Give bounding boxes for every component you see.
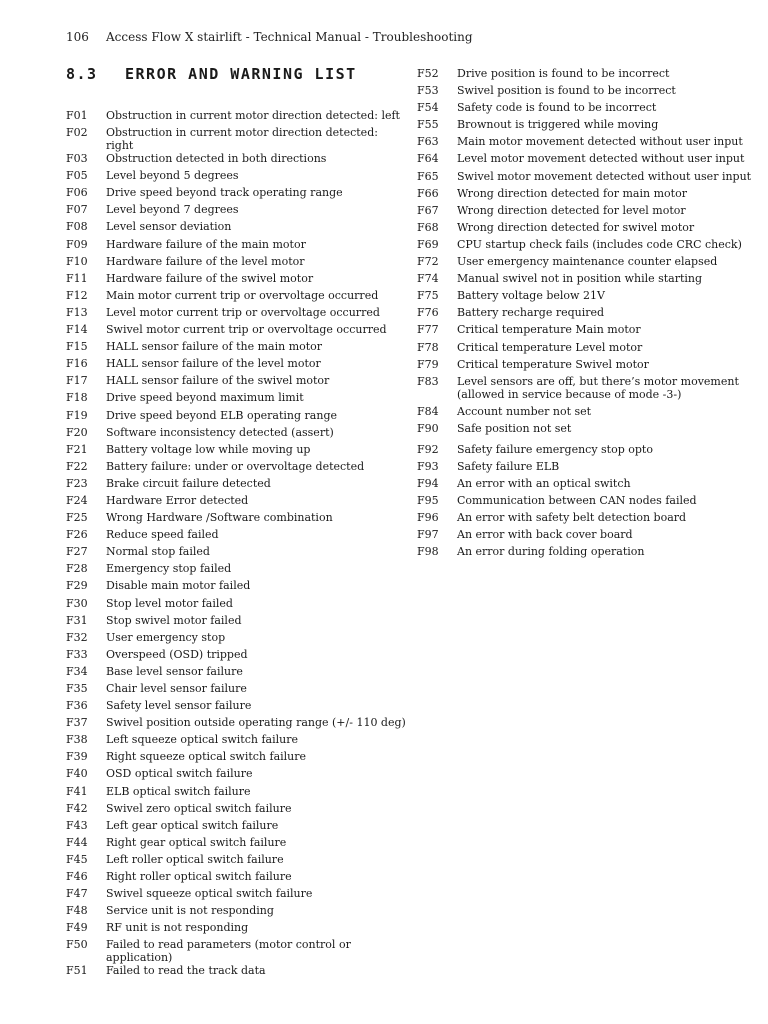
error-code-row: [417, 341, 757, 358]
error-description: Swivel position outside operating range (+/- 110 deg): [106, 716, 406, 730]
error-code: F15: [66, 340, 88, 354]
error-description: Wrong direction detected for swivel motor: [457, 220, 695, 234]
error-code: F12: [66, 288, 88, 302]
error-code-row: [66, 306, 406, 323]
error-code: F97: [417, 528, 439, 542]
error-description: Level beyond 7 degrees: [106, 203, 239, 217]
error-code: F02: [66, 126, 88, 140]
error-code: F40: [66, 767, 88, 781]
error-description: Swivel motor movement detected without user input: [457, 169, 752, 183]
error-code: F22: [66, 459, 88, 473]
error-code: F33: [66, 647, 88, 661]
error-description: Wrong Hardware /Software combination: [106, 511, 333, 525]
error-code: F48: [66, 904, 88, 918]
error-description: Swivel position is found to be incorrect: [457, 84, 676, 98]
error-code: F32: [66, 630, 88, 644]
error-description: Level beyond 5 degrees: [106, 169, 239, 183]
error-description: Safety level sensor failure: [106, 699, 252, 713]
error-description: OSD optical switch failure: [106, 767, 253, 781]
error-description: Base level sensor failure: [106, 664, 243, 678]
error-code-row: [66, 169, 406, 186]
error-code-row: [66, 126, 406, 152]
error-code-row: [417, 422, 757, 439]
error-code: F11: [66, 271, 88, 285]
error-description: Failed to read the track data: [106, 964, 266, 978]
error-description: Safety failure ELB: [457, 459, 560, 473]
error-code: F49: [66, 921, 88, 935]
error-code-row: [66, 904, 406, 921]
error-description: Reduce speed failed: [106, 528, 219, 542]
error-code-row: [66, 785, 406, 802]
error-code-row: [66, 323, 406, 340]
error-code: F55: [417, 118, 439, 132]
error-code-row: [66, 921, 406, 938]
error-code-row: [66, 614, 406, 631]
error-description: Critical temperature Swivel motor: [457, 357, 649, 371]
error-code-row: [66, 443, 406, 460]
error-code: F67: [417, 203, 439, 217]
error-code: F84: [417, 404, 439, 418]
error-code-row: [417, 375, 757, 405]
error-description: Failed to read parameters (motor control or application): [106, 938, 351, 965]
error-code: F17: [66, 374, 88, 388]
error-code: F63: [417, 135, 439, 149]
error-code-row: [66, 597, 406, 614]
error-description: An error during folding operation: [457, 545, 645, 559]
error-code: F19: [66, 408, 88, 422]
error-code-row: [66, 255, 406, 272]
error-description: Stop level motor failed: [106, 596, 233, 610]
error-code-row: [417, 84, 757, 101]
error-code: F21: [66, 442, 88, 456]
error-code-row: [66, 494, 406, 511]
error-code-row: [66, 391, 406, 408]
error-code-row: [66, 887, 406, 904]
error-code: F27: [66, 545, 88, 559]
error-code-row: [66, 357, 406, 374]
error-code-row: [66, 562, 406, 579]
error-description: Normal stop failed: [106, 545, 210, 559]
error-code: F06: [66, 186, 88, 200]
error-code-row: [66, 648, 406, 665]
error-code: F43: [66, 818, 88, 832]
error-code: F51: [66, 964, 88, 978]
error-code-row: [66, 716, 406, 733]
error-description: Right gear optical switch failure: [106, 835, 287, 849]
error-code: F47: [66, 887, 88, 901]
error-code: F31: [66, 613, 88, 627]
error-code: F44: [66, 835, 88, 849]
error-code-row: [66, 203, 406, 220]
error-code-row: [417, 135, 757, 152]
error-code-row: [417, 323, 757, 340]
error-description: Software inconsistency detected (assert): [106, 425, 334, 439]
error-code: F79: [417, 357, 439, 371]
error-description: Main motor movement detected without user input: [457, 135, 743, 149]
error-description: Battery voltage below 21V: [457, 289, 605, 303]
error-description: Wrong direction detected for level motor: [457, 203, 686, 217]
error-code: F13: [66, 305, 88, 319]
error-code: F72: [417, 255, 439, 269]
error-code-row: [66, 272, 406, 289]
error-code-row: [417, 152, 757, 169]
error-code-row: [417, 289, 757, 306]
error-code: F23: [66, 476, 88, 490]
error-code-row: [66, 109, 406, 126]
error-code: F96: [417, 511, 439, 525]
error-description: Obstruction in current motor direction detected: left: [106, 109, 400, 122]
error-code: F93: [417, 459, 439, 473]
error-code-row: [66, 289, 406, 306]
error-code-row: [66, 374, 406, 391]
error-description: Drive speed beyond maximum limit: [106, 391, 304, 405]
error-code-row: [66, 511, 406, 528]
error-code: F94: [417, 477, 439, 491]
error-code-row: [417, 170, 757, 187]
error-description: Emergency stop failed: [106, 562, 232, 576]
error-code-row: [417, 494, 757, 511]
error-code-row: [66, 477, 406, 494]
error-code: F36: [66, 699, 88, 713]
error-code: F25: [66, 511, 88, 525]
error-code: F14: [66, 323, 88, 337]
error-code-row: [66, 750, 406, 767]
error-code: F69: [417, 237, 439, 251]
error-description: Safety failure emergency stop opto: [457, 442, 653, 456]
error-code: F92: [417, 442, 439, 456]
error-description: Battery voltage low while moving up: [106, 442, 311, 456]
error-code-row: [66, 938, 406, 964]
error-code-row: [417, 477, 757, 494]
error-code-row: [66, 733, 406, 750]
error-code: F65: [417, 169, 439, 183]
error-code-row: [66, 819, 406, 836]
error-code: F54: [417, 101, 439, 115]
error-code-row: [417, 204, 757, 221]
error-code: F90: [417, 421, 439, 435]
error-description: An error with back cover board: [457, 528, 633, 542]
error-description: Safe position not set: [457, 421, 572, 435]
error-code-row: [66, 545, 406, 562]
error-list-right-column: [417, 67, 757, 563]
error-description: Disable main motor failed: [106, 579, 251, 593]
error-code-row: [417, 405, 757, 422]
error-description: Brake circuit failure detected: [106, 476, 271, 490]
error-code: F30: [66, 596, 88, 610]
error-code: F66: [417, 186, 439, 200]
error-code: F68: [417, 220, 439, 234]
error-code: F28: [66, 562, 88, 576]
error-description: Obstruction detected in both directions: [106, 152, 327, 166]
error-description: Brownout is triggered while moving: [457, 118, 659, 132]
error-description: HALL sensor failure of the swivel motor: [106, 374, 330, 388]
error-description: Chair level sensor failure: [106, 682, 247, 695]
error-description: Stop swivel motor failed: [106, 613, 242, 627]
error-code-row: [66, 409, 406, 426]
error-code-row: [66, 186, 406, 203]
error-code-row: [417, 101, 757, 118]
error-description: HALL sensor failure of the main motor: [106, 340, 323, 354]
error-code: F16: [66, 357, 88, 371]
error-description: Hardware failure of the level motor: [106, 254, 305, 268]
error-code-row: [66, 220, 406, 237]
section-number: 8.3: [66, 65, 98, 83]
error-code: F50: [66, 938, 88, 952]
error-code: F08: [66, 220, 88, 234]
error-code: F29: [66, 579, 88, 593]
section-title: ERROR AND WARNING LIST: [125, 65, 357, 83]
error-code-row: [417, 545, 757, 562]
error-code-row: [417, 460, 757, 477]
error-code: F53: [417, 84, 439, 98]
error-code: F42: [66, 801, 88, 815]
error-code: F83: [417, 374, 439, 388]
error-description: HALL sensor failure of the level motor: [106, 357, 321, 371]
error-description: Manual swivel not in position while starting: [457, 272, 703, 286]
error-code-row: [417, 187, 757, 204]
error-code-row: [66, 699, 406, 716]
error-code: F64: [417, 152, 439, 166]
error-code: F98: [417, 545, 439, 559]
error-code-row: [66, 238, 406, 255]
error-code: F07: [66, 203, 88, 217]
error-description: RF unit is not responding: [106, 921, 249, 935]
error-description: Battery failure: under or overvoltage detected: [106, 459, 365, 473]
error-code: F20: [66, 425, 88, 439]
error-code-row: [66, 836, 406, 853]
error-code-row: [66, 853, 406, 870]
error-description: Communication between CAN nodes failed: [457, 494, 697, 508]
error-description: User emergency maintenance counter elapsed: [457, 255, 718, 269]
error-description: Safety code is found to be incorrect: [457, 101, 657, 115]
error-code: F41: [66, 784, 88, 798]
error-description: Drive speed beyond ELB operating range: [106, 408, 337, 422]
error-code-row: [66, 870, 406, 887]
error-code-row: [66, 964, 406, 981]
error-code: F05: [66, 169, 88, 183]
error-description: Hardware Error detected: [106, 493, 249, 507]
error-code-row: [417, 272, 757, 289]
error-code-row: [417, 511, 757, 528]
error-description: Wrong direction detected for main motor: [457, 186, 687, 200]
page-header: [66, 30, 473, 44]
error-description: Obstruction in current motor direction detected: right: [106, 126, 378, 153]
error-code: F45: [66, 852, 88, 866]
error-code: F03: [66, 152, 88, 166]
error-description: Swivel squeeze optical switch failure: [106, 887, 313, 901]
error-description: Service unit is not responding: [106, 904, 274, 918]
error-description: Drive position is found to be incorrect: [457, 67, 670, 80]
error-code: F95: [417, 494, 439, 508]
error-code-row: [66, 426, 406, 443]
error-description: ELB optical switch failure: [106, 784, 251, 798]
error-description: Left squeeze optical switch failure: [106, 733, 298, 747]
error-description: Right roller optical switch failure: [106, 870, 292, 884]
error-description: Swivel zero optical switch failure: [106, 801, 292, 815]
error-description: Level motor current trip or overvoltage occurred: [106, 305, 380, 319]
error-code: F37: [66, 716, 88, 730]
error-code-row: [417, 443, 757, 460]
error-code-row: [66, 152, 406, 169]
error-code: F24: [66, 493, 88, 507]
error-description: Swivel motor current trip or overvoltage occurred: [106, 323, 387, 337]
error-description: Critical temperature Main motor: [457, 323, 641, 337]
error-description: User emergency stop: [106, 630, 226, 644]
error-code: F78: [417, 340, 439, 354]
error-code: F35: [66, 682, 88, 695]
error-code-row: [417, 118, 757, 135]
error-code-row: [417, 358, 757, 375]
error-code-row: [66, 682, 406, 699]
error-code-row: [66, 340, 406, 357]
error-code-row: [66, 767, 406, 784]
error-code-row: [66, 579, 406, 596]
error-description: CPU startup check fails (includes code CRC check): [457, 237, 742, 251]
page-number: 106: [66, 30, 89, 44]
error-code-row: [417, 67, 757, 84]
error-code-row: [66, 802, 406, 819]
error-code-row: [417, 221, 757, 238]
error-list-left-column: [66, 109, 406, 982]
document-title: Access Flow X stairlift - Technical Manual - Troubleshooting: [106, 30, 473, 44]
error-description: Level sensors are off, but there’s motor movement (allowed in service because of mode -3-): [457, 374, 739, 401]
error-code-row: [417, 306, 757, 323]
error-description: An error with safety belt detection board: [457, 511, 687, 525]
error-code: F18: [66, 391, 88, 405]
error-code: F26: [66, 528, 88, 542]
error-description: Level sensor deviation: [106, 220, 232, 234]
error-code: F38: [66, 733, 88, 747]
error-description: An error with an optical switch: [457, 477, 631, 491]
error-code: F52: [417, 67, 439, 80]
error-description: Hardware failure of the swivel motor: [106, 271, 314, 285]
error-code-row: [417, 238, 757, 255]
error-description: Overspeed (OSD) tripped: [106, 647, 248, 661]
error-description: Right squeeze optical switch failure: [106, 750, 307, 764]
error-description: Main motor current trip or overvoltage occurred: [106, 288, 379, 302]
error-description: Left roller optical switch failure: [106, 852, 284, 866]
error-code-row: [417, 528, 757, 545]
error-code: F39: [66, 750, 88, 764]
error-code: F46: [66, 870, 88, 884]
error-code: F75: [417, 289, 439, 303]
error-description: Battery recharge required: [457, 306, 605, 320]
error-code-row: [66, 460, 406, 477]
error-code-row: [66, 665, 406, 682]
error-code: F34: [66, 664, 88, 678]
error-description: Level motor movement detected without user input: [457, 152, 745, 166]
error-code: F77: [417, 323, 439, 337]
error-description: Left gear optical switch failure: [106, 818, 279, 832]
error-code-row: [66, 631, 406, 648]
error-code: F09: [66, 237, 88, 251]
error-description: Hardware failure of the main motor: [106, 237, 306, 251]
error-code: F76: [417, 306, 439, 320]
error-description: Critical temperature Level motor: [457, 340, 643, 354]
error-description: Drive speed beyond track operating range: [106, 186, 343, 200]
error-code: F74: [417, 272, 439, 286]
error-code-row: [66, 528, 406, 545]
error-code-row: [417, 255, 757, 272]
error-code: F01: [66, 109, 88, 122]
error-description: Account number not set: [457, 404, 592, 418]
error-code: F10: [66, 254, 88, 268]
